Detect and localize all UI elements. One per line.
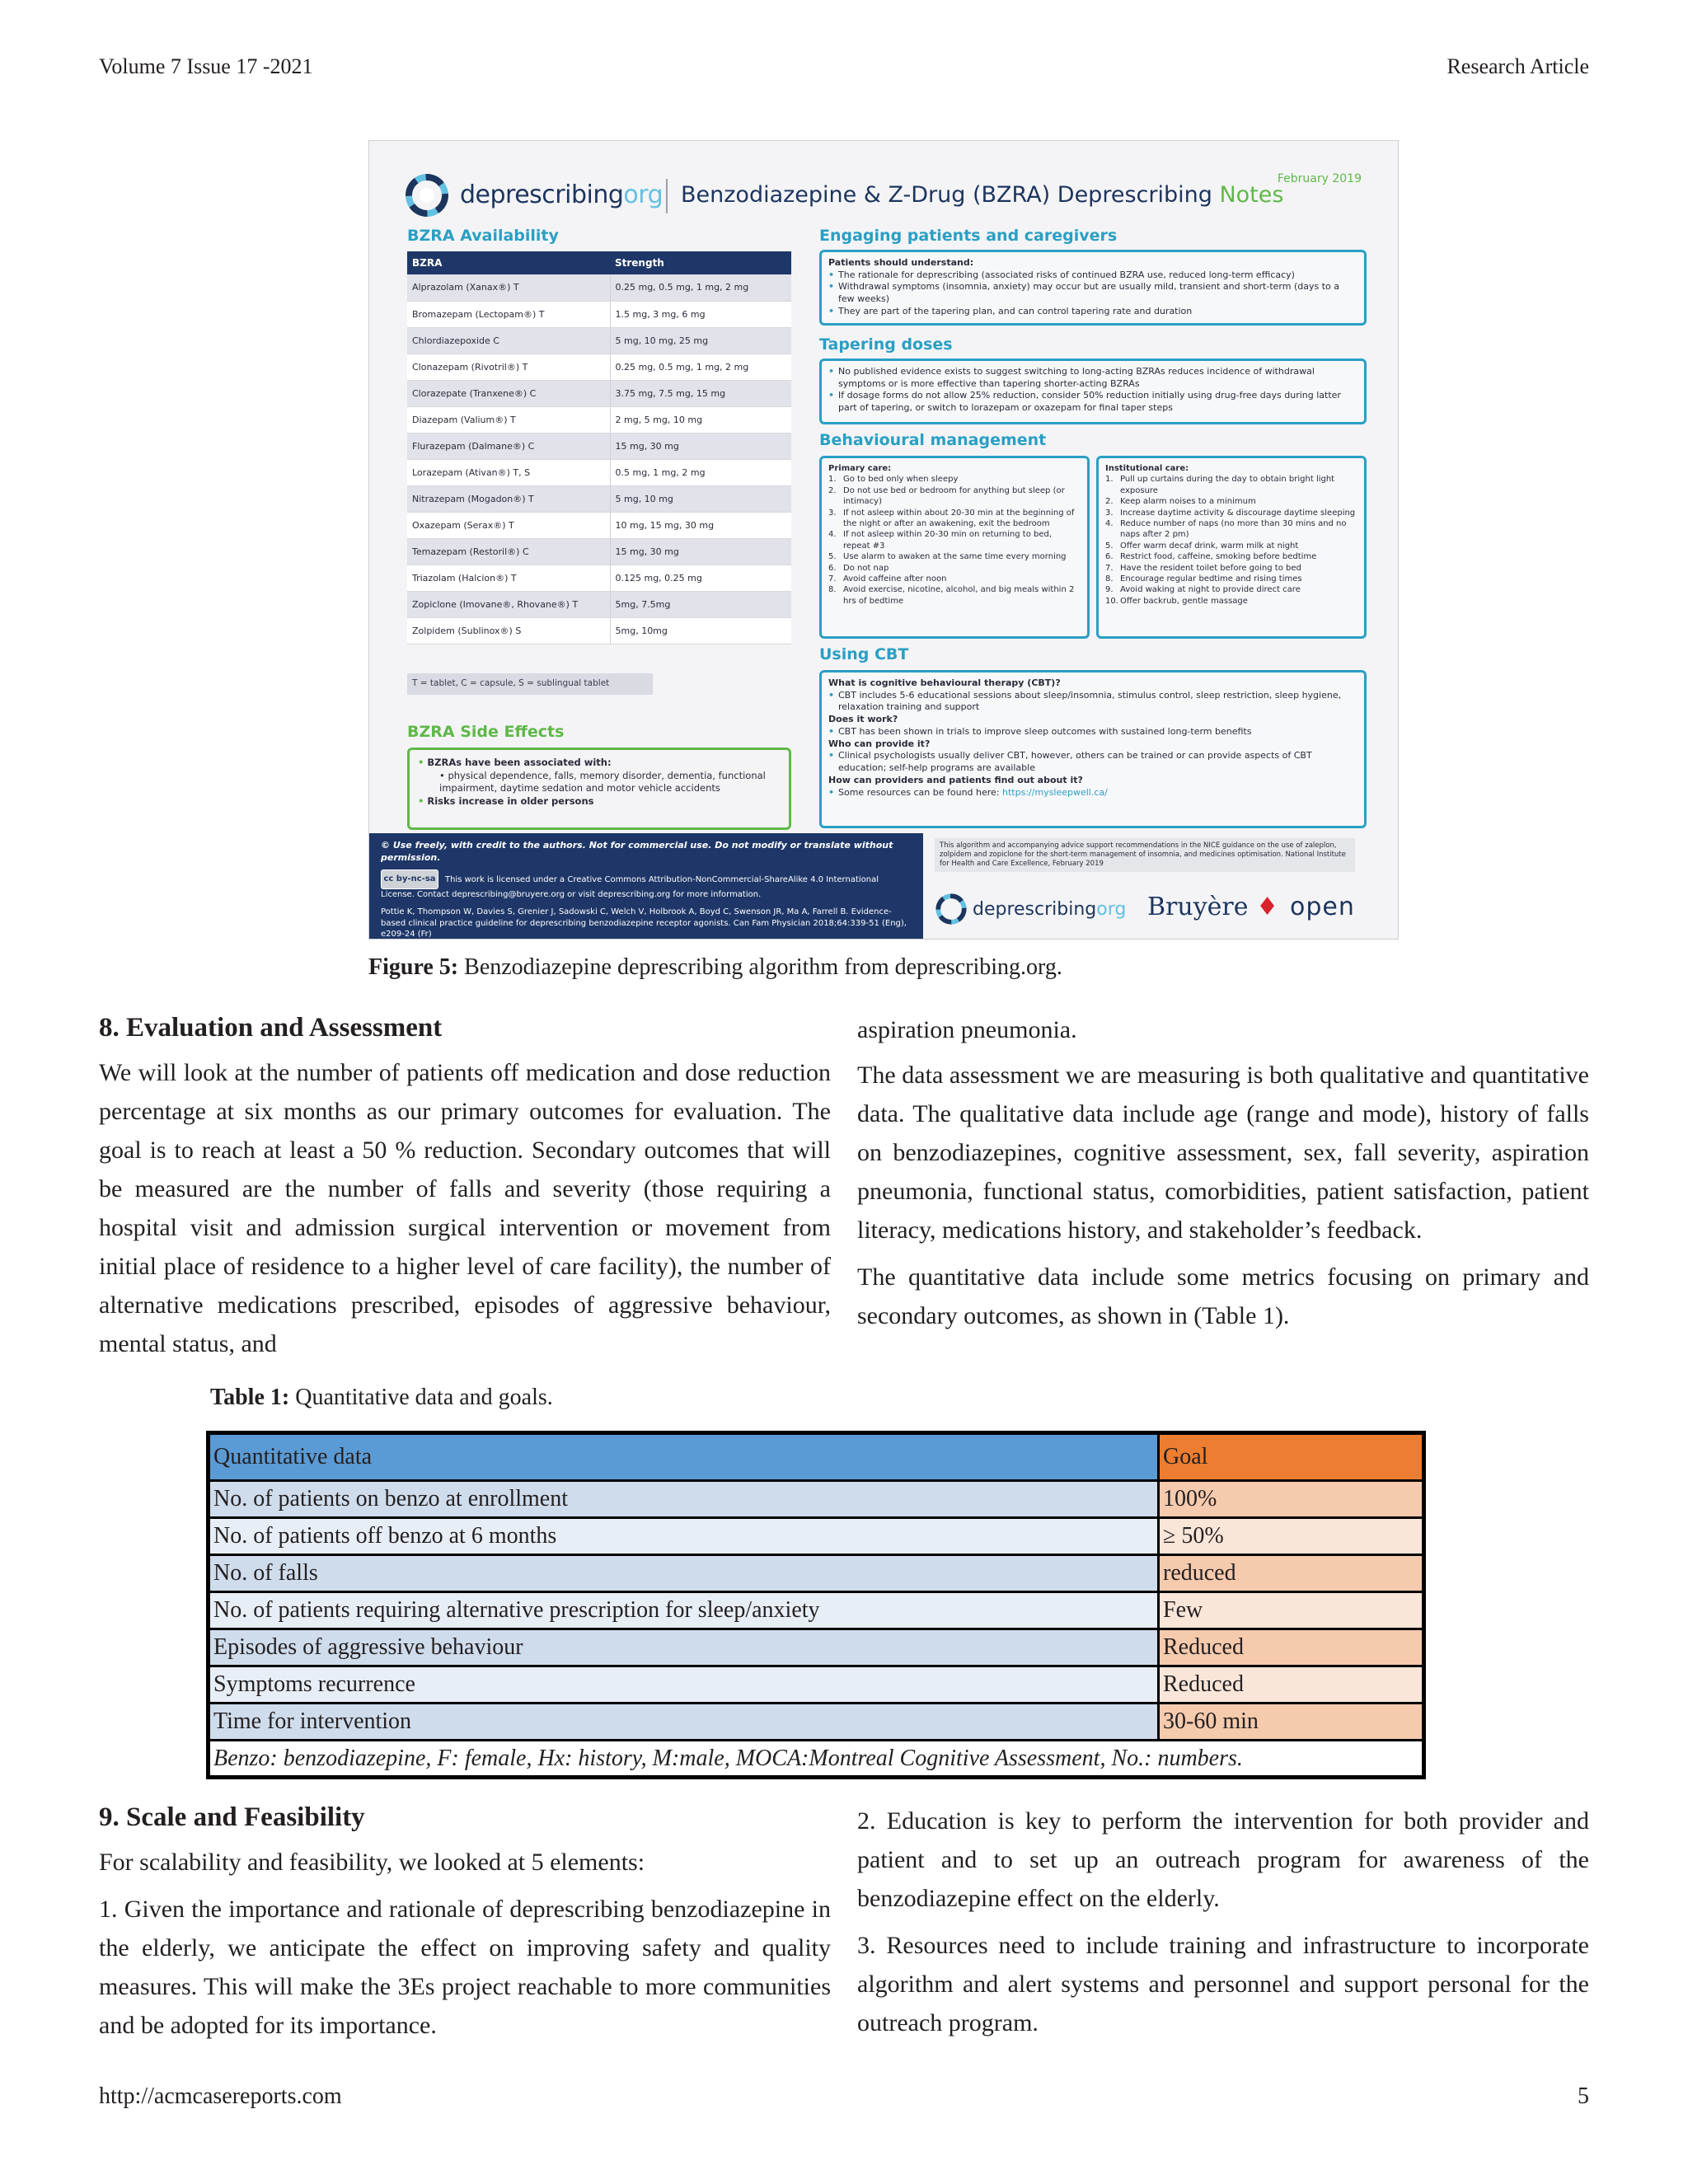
footer-logo-open: open [1290, 893, 1355, 921]
institutional-care-item: 7. Have the resident toilet before going to bed [1105, 563, 1357, 574]
cbt-answer: • Clinical psychologists usually deliver CBT, however, others can be trained or can provide aspects of CBT education; self-help programs are available [828, 750, 1357, 774]
footer-license-text: This work is licensed under a Creative Commons Attribution-NonCommercial-ShareAlike 4.0 International License. Contact deprescribing@bruyere.org or visit deprescribing.org for more information. [381, 874, 879, 899]
availability-strength: 0.25 mg, 0.5 mg, 1 mg, 2 mg [610, 274, 791, 301]
primary-care-box [819, 456, 1090, 639]
availability-row [407, 327, 791, 354]
section8-paragraph-continued: aspiration pneumonia. [857, 1016, 1077, 1043]
table-caption: Table 1: Quantitative data and goals. [210, 1385, 553, 1410]
institutional-care-item: 3. Increase daytime activity & discourage daytime sleeping [1105, 508, 1357, 518]
table-cell-goal: Reduced [1159, 1629, 1424, 1666]
availability-drug: Triazolam (Halcion®) T [407, 565, 610, 591]
table-row [209, 1518, 1424, 1555]
cbt-question: Who can provide it? [828, 738, 931, 749]
footer-logo-bruyere: Bruyère ♦ [1147, 893, 1278, 921]
engaging-title: Engaging patients and caregivers [819, 227, 1118, 245]
tapering-item: • If dosage forms do not allow 25% reduction, consider 50% reduction initially using drug-free days during latter part of tapering, or switch to lorazepam or oxazepam for final taper steps [828, 390, 1357, 414]
table-row [209, 1592, 1424, 1629]
figure-footer-logos [923, 833, 1399, 939]
availability-header-strength: Strength [610, 251, 791, 274]
section9-paragraph: 3. Resources need to include training and infrastructure to incorporate algorithm and alert systems and personnel and support personal for the outreach program. [857, 1932, 1589, 2036]
availability-strength: 2 mg, 5 mg, 10 mg [610, 406, 791, 433]
footer-nice-note: This algorithm and accompanying advice support recommendations in the NICE guidance on the use of zaleplon, zolpidem and zopiclone for the short-term management of insomnia, and medicines optimisation. National Institute for Health and Care Excellence, February 2019 [935, 838, 1355, 872]
table-row [209, 1555, 1424, 1592]
section8-paragraph: We will look at the number of patients off medication and dose reduction percentage at six months as our primary outcomes for evaluation. The goal is to reach at least a 50 % reduction. Secondary outcomes that will be measured are the number of falls and severity (those requiring a hospital visit and admission surgical intervention or movement from initial place of residence to a higher level of care facility), the number of alternative medications prescribed, episodes of aggressive behaviour, mental status, and [99, 1059, 831, 1357]
cbt-answer: • CBT has been shown in trials to improve sleep outcomes with sustained long-term benefits [828, 726, 1357, 738]
availability-strength: 5 mg, 10 mg [610, 485, 791, 512]
cbt-answer: • CBT includes 5-6 educational sessions about sleep/insomnia, stimulus control, sleep restriction, sleep hygiene, relaxation training and support [828, 690, 1357, 714]
tapering-title: Tapering doses [819, 335, 953, 354]
primary-care-item: 1. Go to bed only when sleepy [828, 474, 1081, 485]
availability-strength: 5mg, 7.5mg [610, 591, 791, 617]
availability-drug: Bromazepam (Lectopam®) T [407, 301, 610, 327]
availability-drug: Clonazepam (Rivotril®) T [407, 354, 610, 380]
figure-title: Benzodiazepine & Z-Drug (BZRA) Deprescribing Notes [681, 182, 1284, 208]
table-row [209, 1629, 1424, 1666]
table-cell-metric: Time for intervention [209, 1704, 1159, 1741]
creative-commons-icon: cc by-nc-sa [381, 869, 438, 889]
table-cell-goal: Reduced [1159, 1666, 1424, 1704]
primary-care-item: 5. Use alarm to awaken at the same time every morning [828, 551, 1081, 562]
availability-row [407, 512, 791, 538]
institutional-care-item: 6. Restrict food, caffeine, smoking before bedtime [1105, 551, 1357, 562]
engaging-box [819, 250, 1367, 326]
cbt-answer: • Some resources can be found here: https://mysleepwell.ca/ [828, 787, 1357, 799]
section8-heading: 8. Evaluation and Assessment [99, 1013, 443, 1043]
institutional-care-item: 2. Keep alarm noises to a minimum [1105, 496, 1357, 507]
footer-usage-note: © Use freely, with credit to the authors. Not for commercial use. Do not modify or translate without permission. [381, 840, 893, 863]
institutional-care-item: 5. Offer warm decaf drink, warm milk at night [1105, 541, 1357, 551]
cbt-question: How can providers and patients find out about it? [828, 774, 1083, 785]
institutional-care-item: 4. Reduce number of naps (no more than 30 mins and no naps after 2 pm) [1105, 518, 1357, 541]
availability-row [407, 406, 791, 433]
section9-paragraph: 1. Given the importance and rationale of deprescribing benzodiazepine in the elderly, we anticipate the effect on improving safety and quality measures. This will make the 3Es project reachable to more communities and be adopted for its importance. [99, 1896, 831, 2039]
engaging-item: • They are part of the tapering plan, and can control tapering rate and duration [828, 306, 1357, 318]
availability-strength: 0.25 mg, 0.5 mg, 1 mg, 2 mg [610, 354, 791, 380]
table-cell-metric: No. of falls [209, 1555, 1159, 1592]
table-cell-goal: ≥ 50% [1159, 1518, 1424, 1555]
availability-row [407, 459, 791, 485]
tapering-item: • No published evidence exists to suggest switching to long-acting BZRAs reduces incidence of withdrawal symptoms or is more effective than tapering shorter-acting BZRAs [828, 366, 1357, 390]
side-effects-box: • BZRAs have been associated with: • physical dependence, falls, memory disorder, dementia, functional impairment, daytime sedation and motor vehicle accidents • Risks increase in older persons [407, 748, 791, 830]
figure-footer-license [369, 833, 923, 939]
availability-header-row [407, 251, 791, 274]
table-cell-goal: Few [1159, 1592, 1424, 1629]
cbt-box [819, 670, 1367, 828]
institutional-care-box [1096, 456, 1367, 639]
availability-row [407, 617, 791, 644]
availability-title: BZRA Availability [407, 227, 559, 245]
institutional-care-item: 8. Encourage regular bedtime and rising times [1105, 574, 1357, 584]
table-footnote-row [209, 1741, 1424, 1778]
availability-header-bzra: BZRA [407, 251, 610, 274]
availability-drug: Zolpidem (Sublinox®) S [407, 617, 610, 644]
engaging-item: • The rationale for deprescribing (associated risks of continued BZRA use, reduced long-term efficacy) [828, 269, 1357, 282]
primary-care-item: 3. If not asleep within about 20-30 min at the beginning of the night or after an awakening, exit the bedroom [828, 508, 1081, 530]
institutional-care-item: 10. Offer backrub, gentle massage [1105, 596, 1357, 607]
institutional-care-item: 1. Pull up curtains during the day to obtain bright light exposure [1105, 474, 1357, 496]
availability-strength: 5 mg, 10 mg, 25 mg [610, 327, 791, 354]
section8-paragraph: The data assessment we are measuring is both qualitative and quantitative data. The qualitative data include age (range and mode), history of falls on benzodiazepines, cognitive assessment, sex, fall severity, aspiration pneumonia, functional status, comorbidities, patient satisfaction, patient literacy, medications history, and stakeholder’s feedback. [857, 1062, 1589, 1244]
figure-logo-text: deprescribingorg [460, 180, 663, 209]
table-cell-goal: reduced [1159, 1555, 1424, 1592]
section8-left-column [99, 1009, 831, 1371]
availability-drug: Chlordiazepoxide C [407, 327, 610, 354]
availability-strength: 15 mg, 30 mg [610, 433, 791, 459]
cbt-question: Does it work? [828, 714, 898, 725]
flame-icon: ♦ [1256, 893, 1278, 921]
availability-row [407, 380, 791, 406]
figure-caption: Figure 5: Benzodiazepine deprescribing algorithm from deprescribing.org. [368, 954, 1062, 980]
side-effects-item: physical dependence, falls, memory disorder, dementia, functional impairment, daytime sedation and motor vehicle accidents [439, 769, 766, 794]
availability-row [407, 433, 791, 459]
table-cell-metric: No. of patients off benzo at 6 months [209, 1518, 1159, 1555]
table-row [209, 1666, 1424, 1704]
footer-citation: Pottie K, Thompson W, Davies S, Grenier J, Sadowski C, Welch V, Holbrook A, Boyd C, Swenson JR, Ma A, Farrell B. Evidence-based clinical practice guideline for deprescribing benzodiazepine receptor agonists. Can Fam Physician 2018;64:339-51 (Eng), e209-24 (Fr) [381, 907, 907, 940]
page-number: 5 [1578, 2083, 1589, 2109]
availability-drug: Alprazolam (Xanax®) T [407, 274, 610, 301]
section9-paragraph: For scalability and feasibility, we looked at 5 elements: [99, 1849, 645, 1876]
section9-right-column [857, 1802, 1589, 2050]
mysleepwell-link[interactable]: https://mysleepwell.ca/ [1002, 786, 1108, 798]
availability-strength: 1.5 mg, 3 mg, 6 mg [610, 301, 791, 327]
side-effects-title: BZRA Side Effects [407, 723, 565, 741]
availability-table [407, 251, 791, 644]
section9-heading: 9. Scale and Feasibility [99, 1802, 365, 1832]
journal-url[interactable]: http://acmcasereports.com [99, 2083, 342, 2109]
table-header-goal: Goal [1159, 1433, 1424, 1481]
availability-drug: Nitrazepam (Mogadon®) T [407, 485, 610, 512]
primary-care-item: 2. Do not use bed or bedroom for anything but sleep (or intimacy) [828, 485, 1081, 508]
availability-drug: Lorazepam (Ativan®) T, S [407, 459, 610, 485]
availability-row [407, 274, 791, 301]
section8-paragraph: The quantitative data include some metrics focusing on primary and secondary outcomes, as shown in (Table 1). [857, 1263, 1589, 1329]
table-row [209, 1481, 1424, 1518]
table-cell-metric: No. of patients on benzo at enrollment [209, 1481, 1159, 1518]
availability-strength: 0.5 mg, 1 mg, 2 mg [610, 459, 791, 485]
figure-date: February 2019 [1277, 172, 1362, 185]
cbt-question: What is cognitive behavioural therapy (CBT)? [828, 677, 1061, 688]
side-effects-lead: BZRAs have been associated with: [427, 757, 612, 768]
availability-row [407, 301, 791, 327]
table-footnote: Benzo: benzodiazepine, F: female, Hx: history, M:male, MOCA:Montreal Cognitive Assessment, No.: numbers. [209, 1741, 1424, 1778]
cbt-title: Using CBT [819, 645, 909, 663]
availability-drug: Zopiclone (Imovane®, Rhovane®) T [407, 591, 610, 617]
availability-drug: Oxazepam (Serax®) T [407, 512, 610, 538]
figure-deprescribing-algorithm [368, 140, 1399, 940]
availability-strength: 3.75 mg, 7.5 mg, 15 mg [610, 380, 791, 406]
engaging-item: • Withdrawal symptoms (insomnia, anxiety) may occur but are usually mild, transient and short-term (days to a few weeks) [828, 281, 1357, 305]
availability-drug: Flurazepam (Dalmane®) C [407, 433, 610, 459]
availability-strength: 10 mg, 15 mg, 30 mg [610, 512, 791, 538]
availability-row [407, 538, 791, 565]
section9-left-column [99, 1798, 831, 2053]
behavioural-title: Behavioural management [819, 431, 1047, 449]
primary-care-item: 8. Avoid exercise, nicotine, alcohol, and big meals within 2 hrs of bedtime [828, 584, 1081, 607]
availability-drug: Clorazepate (Tranxene®) C [407, 380, 610, 406]
availability-strength: 0.125 mg, 0.25 mg [610, 565, 791, 591]
availability-row [407, 565, 791, 591]
table-cell-goal: 100% [1159, 1481, 1424, 1518]
table-cell-metric: Symptoms recurrence [209, 1666, 1159, 1704]
availability-strength: 5mg, 10mg [610, 617, 791, 644]
table-cell-metric: Episodes of aggressive behaviour [209, 1629, 1159, 1666]
section9-paragraph: 2. Education is key to perform the intervention for both provider and patient and to set up an outreach program for awareness of the benzodiazepine effect on the elderly. [857, 1807, 1589, 1912]
quantitative-data-table [206, 1431, 1426, 1779]
primary-care-item: 6. Do not nap [828, 563, 1081, 574]
side-effects-risk: Risks increase in older persons [427, 794, 594, 807]
availability-note: T = tablet, C = capsule, S = sublingual tablet [407, 673, 653, 695]
figure-header [404, 172, 1365, 222]
table-row [209, 1704, 1424, 1741]
header-divider [666, 179, 668, 213]
section8-right-column [857, 1010, 1589, 1343]
engaging-lead: Patients should understand: [828, 257, 974, 268]
table-cell-metric: No. of patients requiring alternative prescription for sleep/anxiety [209, 1592, 1159, 1629]
table-cell-goal: 30-60 min [1159, 1704, 1424, 1741]
primary-care-item: 4. If not asleep within 20-30 min on returning to bed, repeat #3 [828, 529, 1081, 551]
availability-row [407, 354, 791, 380]
institutional-care-item: 9. Avoid waking at night to provide direct care [1105, 584, 1357, 595]
tapering-box [819, 359, 1367, 424]
availability-drug: Temazepam (Restoril®) C [407, 538, 610, 565]
running-head-volume: Volume 7 Issue 17 -2021 [99, 54, 313, 78]
availability-row [407, 485, 791, 512]
primary-care-item: 7. Avoid caffeine after noon [828, 574, 1081, 584]
primary-care-title: Primary care: [828, 464, 892, 473]
deprescribing-logo-icon [404, 172, 450, 218]
availability-drug: Diazepam (Valium®) T [407, 406, 610, 433]
footer-logo-deprescribing: deprescribingorg [973, 899, 1127, 920]
availability-row [407, 591, 791, 617]
table-header-row [209, 1433, 1424, 1481]
deprescribing-logo-icon [935, 893, 968, 926]
running-head-article-type: Research Article [1447, 54, 1589, 78]
table-header-quantitative-data: Quantitative data [209, 1433, 1159, 1481]
institutional-care-title: Institutional care: [1105, 464, 1189, 473]
availability-strength: 15 mg, 30 mg [610, 538, 791, 565]
